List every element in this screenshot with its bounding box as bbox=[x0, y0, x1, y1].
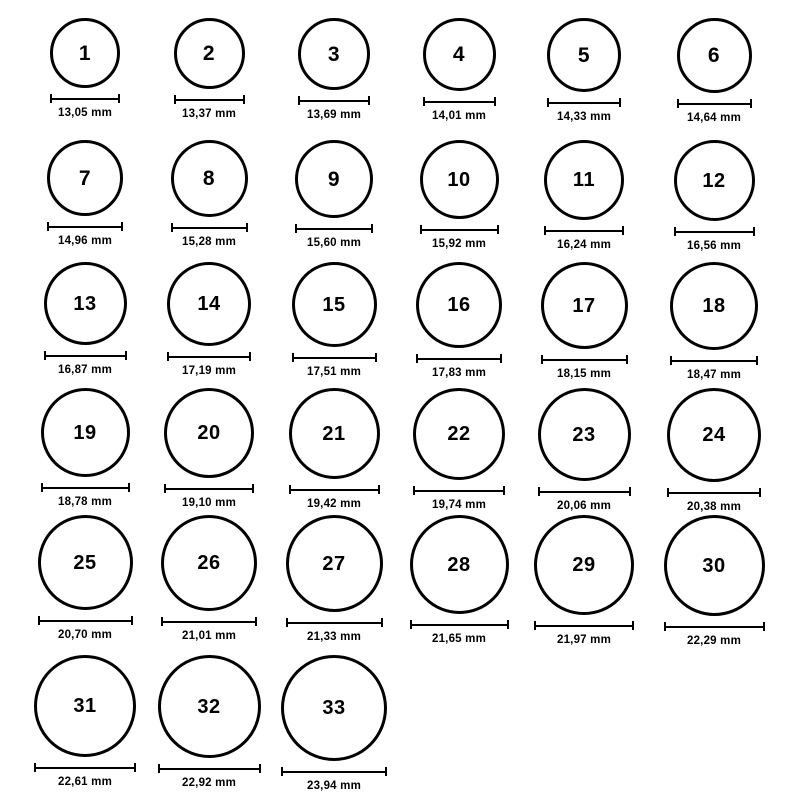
ring-size-item bbox=[25, 655, 145, 788]
ring-size-item bbox=[654, 18, 774, 124]
ring-size-item bbox=[274, 515, 394, 643]
measure-line bbox=[667, 492, 761, 494]
ring-size-number: 11 bbox=[572, 169, 596, 191]
ring-size-number: 13 bbox=[73, 292, 97, 315]
ring-circle bbox=[174, 18, 245, 89]
diameter-measure-bar bbox=[534, 621, 634, 630]
ring-size-number: 23 bbox=[572, 423, 596, 446]
diameter-value: 17,51 mm bbox=[306, 366, 362, 378]
measure-line bbox=[541, 359, 628, 361]
measure-cap-left bbox=[547, 98, 549, 107]
ring-circle bbox=[410, 515, 509, 614]
measure-cap-right bbox=[121, 222, 123, 231]
ring-circle bbox=[41, 388, 130, 477]
diameter-measure-bar bbox=[289, 485, 380, 494]
ring-circle bbox=[167, 262, 251, 346]
ring-circle bbox=[677, 18, 752, 93]
measure-line bbox=[47, 226, 123, 228]
measure-line bbox=[292, 357, 377, 359]
measure-line bbox=[410, 624, 509, 626]
measure-cap-left bbox=[50, 94, 52, 103]
measure-cap-left bbox=[41, 483, 43, 492]
diameter-value: 14,33 mm bbox=[556, 111, 612, 123]
ring-size-number: 30 bbox=[702, 554, 726, 577]
measure-cap-right bbox=[125, 351, 127, 360]
measure-cap-right bbox=[622, 226, 624, 235]
ring-size-item bbox=[149, 388, 269, 509]
diameter-value: 14,96 mm bbox=[57, 235, 113, 247]
measure-cap-left bbox=[164, 484, 166, 493]
diameter-measure-bar bbox=[171, 223, 248, 232]
diameter-value: 14,01 mm bbox=[431, 110, 487, 122]
ring-size-number: 20 bbox=[197, 422, 221, 444]
measure-line bbox=[416, 358, 502, 360]
ring-size-item bbox=[25, 388, 145, 508]
measure-line bbox=[174, 99, 245, 101]
measure-cap-right bbox=[243, 95, 245, 104]
ring-size-number: 15 bbox=[322, 293, 346, 316]
ring-size-item bbox=[149, 18, 269, 120]
ring-size-item bbox=[274, 388, 394, 510]
ring-size-number: 5 bbox=[577, 43, 591, 67]
measure-cap-left bbox=[420, 225, 422, 234]
ring-circle bbox=[34, 655, 136, 757]
measure-line bbox=[281, 771, 387, 773]
ring-size-item bbox=[25, 262, 145, 376]
measure-cap-left bbox=[410, 620, 412, 629]
ring-size-item bbox=[274, 262, 394, 378]
ring-circle bbox=[158, 655, 261, 758]
ring-size-number: 10 bbox=[447, 168, 471, 191]
measure-line bbox=[44, 355, 127, 357]
diameter-measure-bar bbox=[38, 616, 133, 625]
diameter-value: 15,60 mm bbox=[306, 237, 362, 249]
measure-cap-left bbox=[544, 226, 546, 235]
measure-cap-right bbox=[246, 223, 248, 232]
measure-line bbox=[164, 488, 254, 490]
diameter-value: 18,15 mm bbox=[556, 368, 612, 380]
measure-cap-right bbox=[763, 622, 765, 631]
ring-size-item bbox=[654, 140, 774, 252]
diameter-measure-bar bbox=[164, 484, 254, 493]
ring-size-item bbox=[399, 18, 519, 122]
ring-size-number: 31 bbox=[73, 695, 97, 717]
measure-cap-left bbox=[34, 763, 36, 772]
ring-circle bbox=[541, 262, 628, 349]
diameter-measure-bar bbox=[161, 617, 257, 626]
diameter-measure-bar bbox=[167, 352, 251, 361]
measure-cap-right bbox=[385, 767, 387, 776]
diameter-measure-bar bbox=[158, 764, 261, 773]
ring-circle bbox=[171, 140, 248, 217]
measure-cap-right bbox=[255, 617, 257, 626]
measure-cap-left bbox=[292, 353, 294, 362]
measure-line bbox=[423, 101, 496, 103]
ring-size-number: 26 bbox=[197, 552, 221, 574]
ring-size-number: 24 bbox=[702, 424, 726, 446]
measure-cap-left bbox=[667, 488, 669, 497]
ring-size-number: 4 bbox=[452, 43, 466, 66]
diameter-measure-bar bbox=[44, 351, 127, 360]
ring-circle bbox=[298, 18, 370, 90]
measure-line bbox=[167, 356, 251, 358]
diameter-value: 17,83 mm bbox=[431, 367, 487, 379]
diameter-measure-bar bbox=[298, 96, 370, 105]
ring-size-item bbox=[149, 655, 269, 789]
ring-circle bbox=[47, 140, 123, 216]
diameter-value: 20,70 mm bbox=[57, 629, 113, 641]
ring-size-number: 8 bbox=[202, 167, 216, 190]
measure-cap-right bbox=[131, 616, 133, 625]
ring-size-item bbox=[524, 262, 644, 380]
measure-cap-left bbox=[295, 224, 297, 233]
measure-line bbox=[295, 228, 373, 230]
ring-circle bbox=[423, 18, 496, 91]
diameter-measure-bar bbox=[50, 94, 120, 103]
ring-size-item bbox=[149, 140, 269, 248]
diameter-measure-bar bbox=[410, 620, 509, 629]
ring-size-item bbox=[274, 140, 394, 249]
measure-cap-right bbox=[128, 483, 130, 492]
ring-size-item bbox=[25, 140, 145, 247]
measure-cap-right bbox=[252, 484, 254, 493]
measure-cap-left bbox=[670, 356, 672, 365]
diameter-measure-bar bbox=[667, 488, 761, 497]
diameter-value: 20,38 mm bbox=[686, 501, 742, 513]
ring-size-item bbox=[654, 262, 774, 381]
measure-cap-left bbox=[298, 96, 300, 105]
measure-cap-left bbox=[674, 227, 676, 236]
diameter-value: 17,19 mm bbox=[181, 365, 237, 377]
ring-circle bbox=[44, 262, 127, 345]
diameter-measure-bar bbox=[420, 225, 499, 234]
ring-size-number: 16 bbox=[447, 294, 471, 316]
ring-circle bbox=[161, 515, 257, 611]
measure-cap-right bbox=[371, 224, 373, 233]
measure-line bbox=[298, 100, 370, 102]
measure-cap-left bbox=[664, 622, 666, 631]
measure-line bbox=[289, 489, 380, 491]
ring-circle bbox=[667, 388, 761, 482]
ring-circle bbox=[413, 388, 505, 480]
diameter-value: 15,92 mm bbox=[431, 238, 487, 250]
diameter-value: 13,69 mm bbox=[306, 109, 362, 121]
diameter-measure-bar bbox=[413, 486, 505, 495]
measure-cap-right bbox=[507, 620, 509, 629]
diameter-value: 23,94 mm bbox=[306, 780, 362, 792]
measure-cap-left bbox=[286, 618, 288, 627]
diameter-value: 13,05 mm bbox=[57, 107, 113, 119]
ring-circle bbox=[547, 18, 621, 92]
measure-line bbox=[413, 490, 505, 492]
ring-size-number: 6 bbox=[707, 44, 721, 67]
diameter-value: 19,10 mm bbox=[181, 497, 237, 509]
ring-size-number: 22 bbox=[447, 423, 471, 445]
ring-circle bbox=[670, 262, 758, 350]
measure-cap-right bbox=[750, 99, 752, 108]
measure-cap-left bbox=[38, 616, 40, 625]
ring-size-item bbox=[524, 515, 644, 646]
ring-circle bbox=[281, 655, 387, 761]
diameter-value: 16,87 mm bbox=[57, 364, 113, 376]
measure-cap-right bbox=[381, 618, 383, 627]
diameter-value: 16,24 mm bbox=[556, 239, 612, 251]
ring-size-number: 28 bbox=[447, 553, 471, 576]
diameter-value: 20,06 mm bbox=[556, 500, 612, 512]
ring-size-item bbox=[149, 262, 269, 377]
diameter-measure-bar bbox=[547, 98, 621, 107]
ring-size-item bbox=[149, 515, 269, 642]
diameter-value: 22,29 mm bbox=[686, 635, 742, 647]
ring-circle bbox=[534, 515, 634, 615]
diameter-value: 18,47 mm bbox=[686, 369, 742, 381]
measure-line bbox=[547, 102, 621, 104]
ring-size-item bbox=[399, 388, 519, 511]
diameter-value: 21,33 mm bbox=[306, 631, 362, 643]
diameter-value: 19,74 mm bbox=[431, 499, 487, 511]
ring-circle bbox=[538, 388, 631, 481]
measure-line bbox=[538, 491, 631, 493]
ring-size-item bbox=[399, 515, 519, 645]
diameter-measure-bar bbox=[416, 354, 502, 363]
diameter-measure-bar bbox=[281, 767, 387, 776]
measure-cap-left bbox=[541, 355, 543, 364]
measure-line bbox=[158, 768, 261, 770]
ring-size-number: 3 bbox=[327, 42, 341, 66]
diameter-value: 18,78 mm bbox=[57, 496, 113, 508]
ring-circle bbox=[50, 18, 120, 88]
ring-size-item bbox=[25, 18, 145, 119]
diameter-measure-bar bbox=[41, 483, 130, 492]
ring-size-item bbox=[274, 18, 394, 121]
ring-circle bbox=[38, 515, 133, 610]
diameter-measure-bar bbox=[34, 763, 136, 772]
ring-size-number: 18 bbox=[702, 295, 726, 317]
ring-circle bbox=[664, 515, 765, 616]
ring-size-item bbox=[399, 140, 519, 250]
measure-line bbox=[664, 626, 765, 628]
ring-circle bbox=[164, 388, 254, 478]
measure-cap-left bbox=[281, 767, 283, 776]
ring-size-number: 29 bbox=[572, 554, 596, 576]
ring-size-number: 2 bbox=[202, 42, 216, 65]
ring-size-number: 25 bbox=[73, 551, 97, 574]
measure-cap-left bbox=[534, 621, 536, 630]
ring-circle bbox=[674, 140, 755, 221]
measure-line bbox=[677, 103, 752, 105]
ring-size-item bbox=[25, 515, 145, 641]
measure-cap-right bbox=[494, 97, 496, 106]
diameter-value: 13,37 mm bbox=[181, 108, 237, 120]
ring-circle bbox=[289, 388, 380, 479]
measure-cap-right bbox=[629, 487, 631, 496]
measure-line bbox=[34, 767, 136, 769]
ring-size-number: 17 bbox=[572, 294, 596, 317]
measure-line bbox=[38, 620, 133, 622]
measure-cap-left bbox=[158, 764, 160, 773]
measure-cap-right bbox=[503, 486, 505, 495]
ring-circle bbox=[286, 515, 383, 612]
measure-cap-left bbox=[171, 223, 173, 232]
measure-cap-left bbox=[174, 95, 176, 104]
ring-size-number: 7 bbox=[78, 166, 92, 190]
measure-cap-left bbox=[413, 486, 415, 495]
measure-cap-right bbox=[375, 353, 377, 362]
measure-cap-right bbox=[497, 225, 499, 234]
diameter-measure-bar bbox=[286, 618, 383, 627]
diameter-value: 14,64 mm bbox=[686, 112, 742, 124]
ring-size-number: 9 bbox=[327, 167, 341, 191]
ring-size-item bbox=[524, 140, 644, 251]
ring-circle bbox=[295, 140, 373, 218]
measure-cap-right bbox=[759, 488, 761, 497]
measure-cap-right bbox=[756, 356, 758, 365]
measure-cap-left bbox=[677, 99, 679, 108]
measure-cap-right bbox=[626, 355, 628, 364]
measure-cap-left bbox=[289, 485, 291, 494]
measure-line bbox=[670, 360, 758, 362]
ring-size-number: 14 bbox=[197, 293, 221, 315]
measure-line bbox=[674, 231, 755, 233]
ring-size-number: 21 bbox=[322, 422, 346, 445]
measure-cap-left bbox=[161, 617, 163, 626]
measure-cap-right bbox=[378, 485, 380, 494]
measure-cap-right bbox=[368, 96, 370, 105]
ring-size-number: 12 bbox=[702, 169, 726, 192]
ring-circle bbox=[420, 140, 499, 219]
diameter-measure-bar bbox=[674, 227, 755, 236]
ring-size-item bbox=[524, 388, 644, 512]
diameter-value: 21,97 mm bbox=[556, 634, 612, 646]
ring-circle bbox=[292, 262, 377, 347]
measure-cap-right bbox=[134, 763, 136, 772]
ring-size-number: 33 bbox=[322, 697, 346, 719]
measure-line bbox=[534, 625, 634, 627]
ring-size-item bbox=[524, 18, 644, 123]
diameter-measure-bar bbox=[544, 226, 624, 235]
ring-size-number: 19 bbox=[73, 421, 97, 444]
diameter-value: 22,92 mm bbox=[181, 777, 237, 789]
diameter-value: 15,28 mm bbox=[181, 236, 237, 248]
ring-size-number: 32 bbox=[197, 695, 221, 718]
diameter-measure-bar bbox=[664, 622, 765, 631]
ring-circle bbox=[416, 262, 502, 348]
diameter-measure-bar bbox=[670, 356, 758, 365]
diameter-value: 22,61 mm bbox=[57, 776, 113, 788]
measure-line bbox=[544, 230, 624, 232]
measure-cap-right bbox=[500, 354, 502, 363]
diameter-measure-bar bbox=[677, 99, 752, 108]
ring-size-item bbox=[654, 515, 774, 647]
measure-line bbox=[286, 622, 383, 624]
diameter-value: 16,56 mm bbox=[686, 240, 742, 252]
ring-size-number: 1 bbox=[78, 41, 92, 65]
diameter-measure-bar bbox=[541, 355, 628, 364]
measure-line bbox=[161, 621, 257, 623]
measure-line bbox=[420, 229, 499, 231]
ring-size-item bbox=[654, 388, 774, 513]
diameter-value: 21,01 mm bbox=[181, 630, 237, 642]
measure-cap-left bbox=[416, 354, 418, 363]
measure-cap-right bbox=[259, 764, 261, 773]
measure-cap-right bbox=[753, 227, 755, 236]
diameter-measure-bar bbox=[174, 95, 245, 104]
diameter-measure-bar bbox=[292, 353, 377, 362]
measure-line bbox=[171, 227, 248, 229]
measure-cap-left bbox=[538, 487, 540, 496]
measure-cap-left bbox=[167, 352, 169, 361]
measure-cap-right bbox=[118, 94, 120, 103]
measure-cap-left bbox=[423, 97, 425, 106]
diameter-measure-bar bbox=[538, 487, 631, 496]
measure-cap-left bbox=[47, 222, 49, 231]
ring-size-item bbox=[399, 262, 519, 379]
diameter-measure-bar bbox=[423, 97, 496, 106]
diameter-measure-bar bbox=[295, 224, 373, 233]
measure-line bbox=[41, 487, 130, 489]
measure-cap-right bbox=[249, 352, 251, 361]
measure-line bbox=[50, 98, 120, 100]
measure-cap-left bbox=[44, 351, 46, 360]
measure-cap-right bbox=[619, 98, 621, 107]
diameter-value: 21,65 mm bbox=[431, 633, 487, 645]
diameter-value: 19,42 mm bbox=[306, 498, 362, 510]
ring-circle bbox=[544, 140, 624, 220]
measure-cap-right bbox=[632, 621, 634, 630]
diameter-measure-bar bbox=[47, 222, 123, 231]
ring-size-number: 27 bbox=[322, 552, 346, 575]
ring-size-item bbox=[274, 655, 394, 792]
